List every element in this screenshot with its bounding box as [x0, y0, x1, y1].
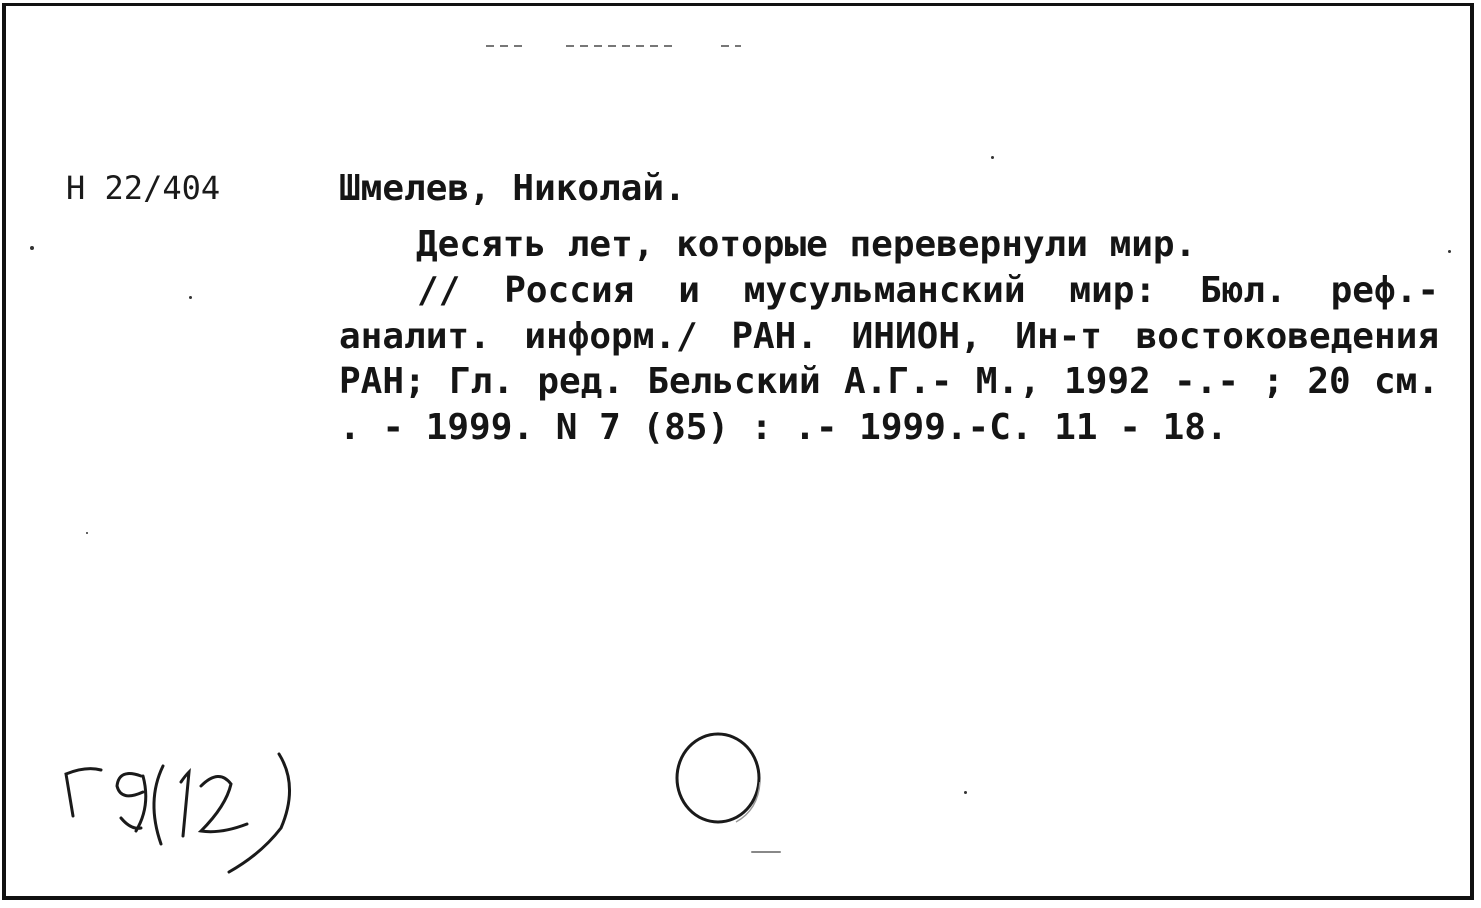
- catalog-card: [2, 3, 1474, 900]
- punch-hole: [674, 732, 770, 828]
- speck: [991, 156, 994, 159]
- bibliographic-description: // Россия и мусульманский мир: Бюл. реф.-аналит. информ./ РАН. ИНИОН, Ин-т востоковедения РАН; Гл. ред. Бельский А.Г.- М., 1992 -.- ; 20 см. . - 1999. N 7 (85) : .- 1999.-С. 11 - 18.: [339, 270, 1439, 448]
- speck: [189, 296, 192, 299]
- speck: [30, 246, 34, 250]
- top-dash-marks: [486, 44, 746, 48]
- handwritten-note: [61, 746, 321, 876]
- author-heading: Шмелев, Николай.: [339, 168, 686, 209]
- work-title: Десять лет, которые перевернули мир.: [416, 224, 1197, 265]
- speck: [86, 532, 88, 534]
- speck: [751, 851, 781, 853]
- speck: [1448, 250, 1451, 253]
- speck: [964, 791, 967, 794]
- shelf-mark: Н 22/404: [66, 169, 221, 207]
- handwritten-glyphs: [61, 746, 321, 876]
